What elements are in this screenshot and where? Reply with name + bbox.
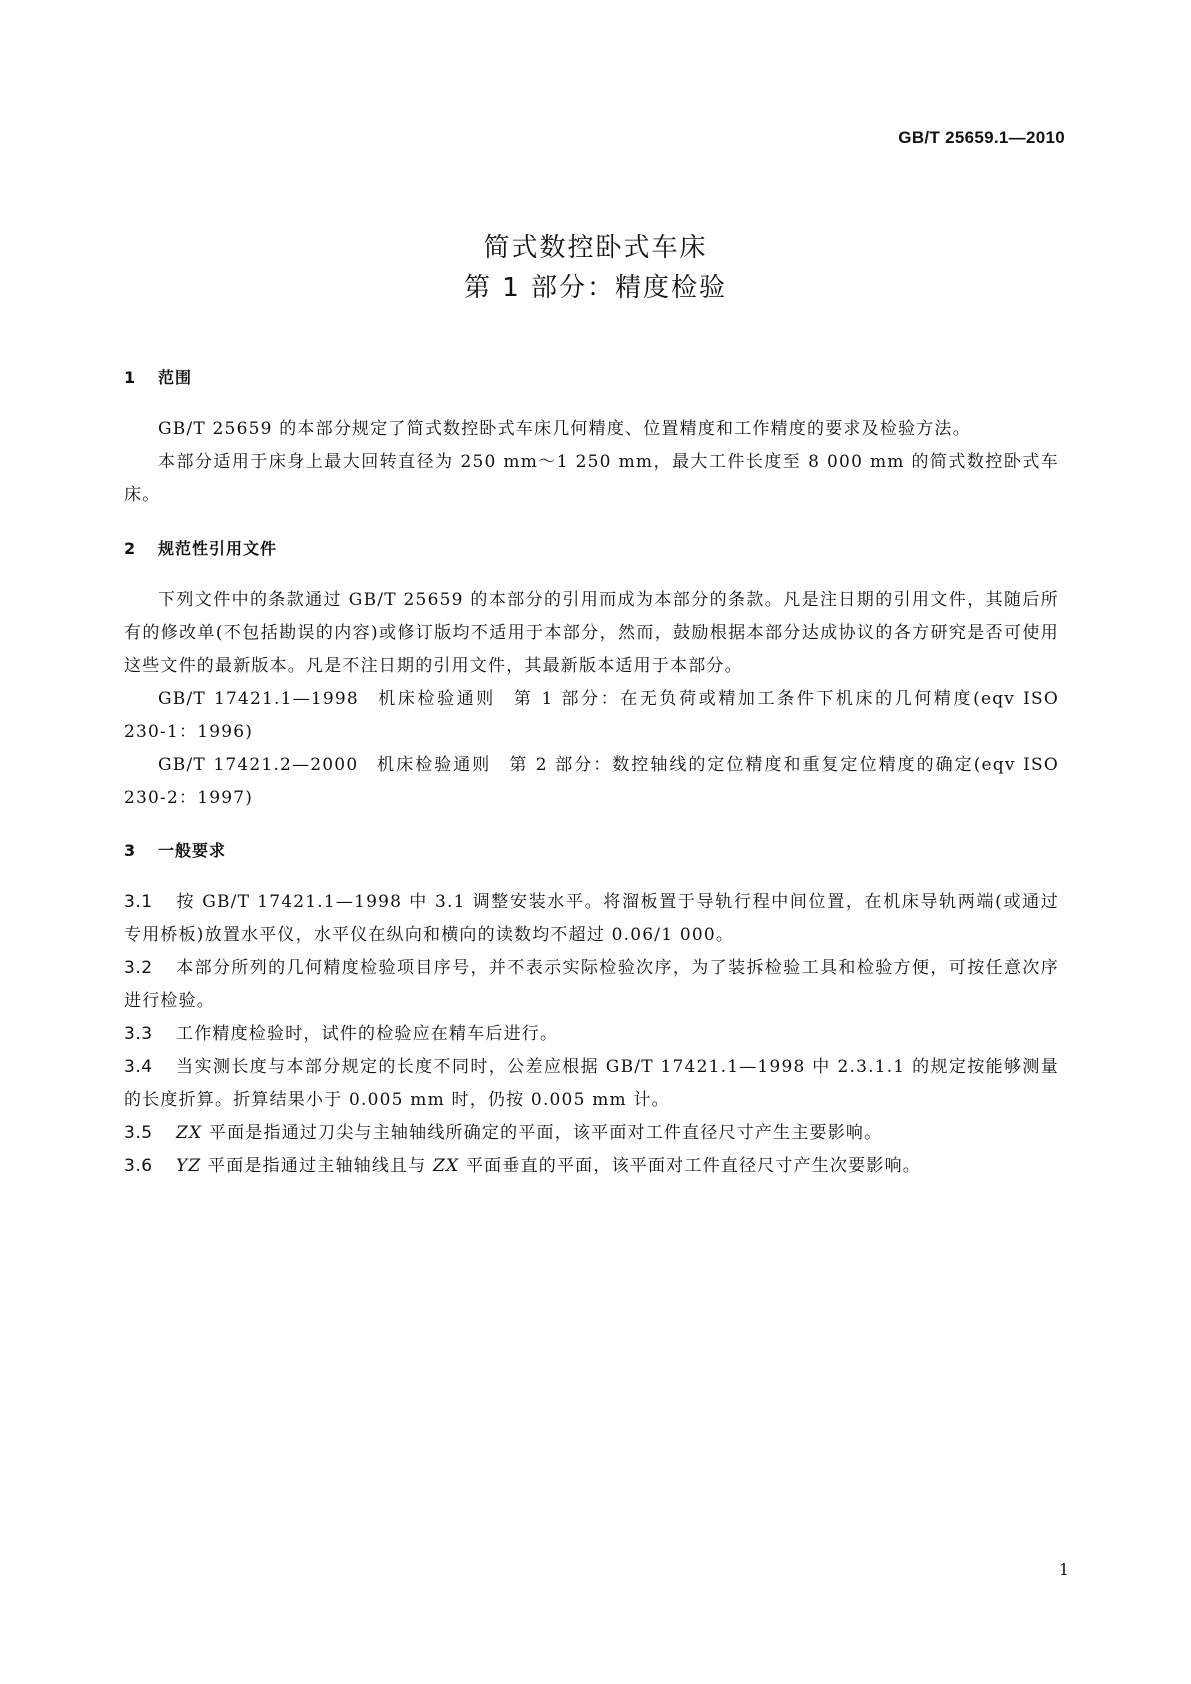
section-title: 规范性引用文件	[158, 539, 278, 558]
scope-paragraph: 本部分适用于床身上最大回转直径为 250 mm～1 250 mm，最大工件长度至 8 000 mm 的简式数控卧式车床。	[124, 452, 1059, 505]
document-body	[124, 368, 1059, 1183]
clause-text: 平面垂直的平面，该平面对工件直径尺寸产生次要影响。	[459, 1156, 921, 1176]
section-title: 一般要求	[158, 841, 227, 860]
clause-3-6	[124, 1150, 1059, 1183]
clause-number: 3.1	[124, 892, 153, 912]
plane-symbol: YZ	[176, 1156, 202, 1176]
reference-entry	[124, 749, 1059, 815]
section-number: 2	[124, 539, 137, 558]
clause-text: 当实测长度与本部分规定的长度不同时，公差应根据 GB/T 17421.1—1998 中 2.3.1.1 的规定按能够测量的长度折算。折算结果小于 0.005 mm 时，仍按 0.005 mm 计。	[124, 1057, 1059, 1110]
title-line-part: 第 1 部分：精度检验	[463, 273, 728, 303]
references-intro: 下列文件中的条款通过 GB/T 25659 的本部分的引用而成为本部分的条款。凡是注日期的引用文件，其随后所有的修改单(不包括勘误的内容)或修订版均不适用于本部分，然而，鼓励根据本部分达成协议的各方研究是否可使用这些文件的最新版本。凡是不注日期的引用文件，其最新版本适用于本部分。	[124, 590, 1059, 676]
document-title	[0, 228, 1191, 308]
clause-text: 平面是指通过刀尖与主轴轴线所确定的平面，该平面对工件直径尺寸产生主要影响。	[202, 1123, 883, 1143]
clause-number: 3.2	[124, 958, 153, 978]
clause-3-4	[124, 1051, 1059, 1117]
scope-paragraph: GB/T 25659 的本部分规定了简式数控卧式车床几何精度、位置精度和工作精度的要求及检验方法。	[158, 419, 971, 439]
clause-number: 3.4	[124, 1057, 153, 1077]
reference-title: 第 2 部分：数控轴线的定位精度和重复定位精度的确定(eqv ISO 230-2：1997)	[124, 755, 1060, 808]
section-heading-general-requirements	[124, 841, 1059, 861]
reference-code: GB/T 17421.1—1998	[158, 689, 359, 709]
clause-number: 3.6	[124, 1156, 153, 1176]
title-line-main: 简式数控卧式车床	[483, 233, 708, 263]
plane-symbol: ZX	[176, 1123, 203, 1143]
reference-code: GB/T 17421.2—2000	[158, 755, 359, 775]
section-title: 范围	[158, 368, 193, 387]
clause-text: 工作精度检验时，试件的检验应在精车后进行。	[176, 1024, 559, 1044]
section-heading-scope	[124, 368, 1059, 388]
clause-text: 平面是指通过主轴轴线且与	[201, 1156, 434, 1176]
clause-number: 3.3	[124, 1024, 153, 1044]
plane-symbol: ZX	[433, 1156, 460, 1176]
reference-series: 机床检验通则	[376, 755, 492, 775]
clause-3-3	[124, 1018, 1059, 1051]
clause-number: 3.5	[124, 1123, 153, 1143]
clause-text: 本部分所列的几何精度检验项目序号，并不表示实际检验次序，为了装拆检验工具和检验方便，可按任意次序进行检验。	[124, 958, 1059, 1011]
clause-3-1	[124, 886, 1059, 952]
clause-text: 按 GB/T 17421.1—1998 中 3.1 调整安装水平。将溜板置于导轨行程中间位置，在机床导轨两端(或通过专用桥板)放置水平仪，水平仪在纵向和横向的读数均不超过 0.06/1 000。	[124, 892, 1059, 945]
reference-series: 机床检验通则	[376, 689, 496, 709]
section-number: 1	[124, 368, 137, 387]
reference-title: 第 1 部分：在无负荷或精加工条件下机床的几何精度(eqv ISO 230-1：1996)	[124, 689, 1059, 742]
section-heading-normative-references	[124, 539, 1059, 559]
section-number: 3	[124, 841, 137, 860]
clause-3-5	[124, 1117, 1059, 1150]
page-number: 1	[1058, 1560, 1069, 1579]
standard-code: GB/T 25659.1—2010	[898, 128, 1065, 147]
reference-entry	[124, 683, 1059, 749]
clause-3-2	[124, 952, 1059, 1018]
